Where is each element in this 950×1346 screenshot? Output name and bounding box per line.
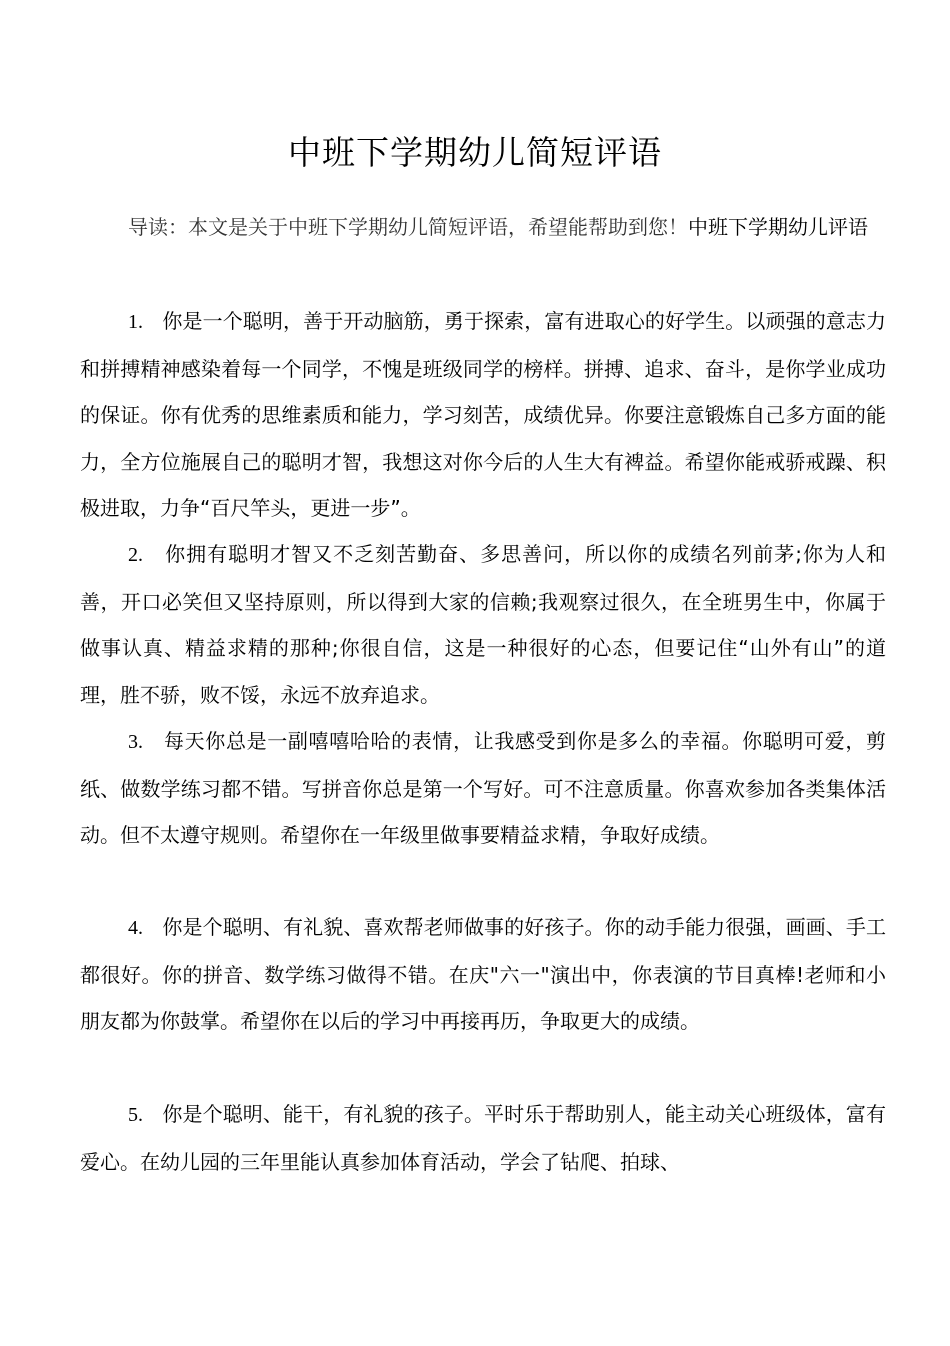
intro-lead-text: 导读：本文是关于中班下学期幼儿简短评语，希望能帮助到您！ — [128, 215, 688, 239]
paragraph-text: 你拥有聪明才智又不乏刻苦勤奋、多思善问，所以你的成绩名列前茅;你为人和善，开口必笑但又坚持原则，所以得到大家的信赖;我观察过很久，在全班男生中，你属于做事认真、精益求精的那种;你很自信，这是一种很好的心态，但要记住“山外有山”的道理，胜不骄，败不馁，永远不放弃追求。 — [80, 542, 886, 707]
paragraph-number: 3. — [128, 731, 143, 753]
intro-tail-text: 中班下学期幼儿评语 — [688, 215, 868, 239]
paragraph-number: 4. — [128, 917, 143, 939]
paragraph-text: 你是一个聪明，善于开动脑筋，勇于探索，富有进取心的好学生。以顽强的意志力和拼搏精神感染着每一个同学，不愧是班级同学的榜样。拼搏、追求、奋斗，是你学业成功的保证。你有优秀的思维素质和能力，学习刻苦，成绩优异。你要注意锻炼自己多方面的能力，全方位施展自己的聪明才智，我想这对你今后的人生大有裨益。希望你能戒骄戒躁、积极进取，力争“百尺竿头，更进一步”。 — [80, 309, 887, 520]
comment-paragraph-4 — [80, 904, 886, 1045]
comment-paragraph-2 — [80, 531, 886, 718]
comment-paragraph-5 — [80, 1091, 886, 1185]
paragraph-text: 每天你总是一副嘻嘻哈哈的表情，让我感受到你是多么的幸福。你聪明可爱，剪纸、做数学练习都不错。写拼音你总是第一个写好。可不注意质量。你喜欢参加各类集体活动。但不太遵守规则。希望你在一年级里做事要精益求精，争取好成绩。 — [80, 729, 886, 847]
paragraph-number: 5. — [128, 1104, 143, 1126]
intro-paragraph — [128, 208, 868, 247]
comment-paragraph-1 — [80, 298, 886, 532]
document-title: 中班下学期幼儿简短评语 — [288, 133, 662, 172]
paragraph-number: 2. — [128, 544, 143, 566]
paragraph-text: 你是个聪明、能干，有礼貌的孩子。平时乐于帮助别人，能主动关心班级体，富有爱心。在幼儿园的三年里能认真参加体育活动，学会了钻爬、拍球、 — [80, 1102, 887, 1174]
paragraph-text: 你是个聪明、有礼貌、喜欢帮老师做事的好孩子。你的动手能力很强，画画、手工都很好。你的拼音、数学练习做得不错。在庆"六一"演出中，你表演的节目真棒!老师和小朋友都为你鼓掌。希望你在以后的学习中再接再历，争取更大的成绩。 — [80, 915, 887, 1033]
comment-paragraph-3 — [80, 718, 886, 859]
paragraph-number: 1. — [128, 311, 143, 333]
